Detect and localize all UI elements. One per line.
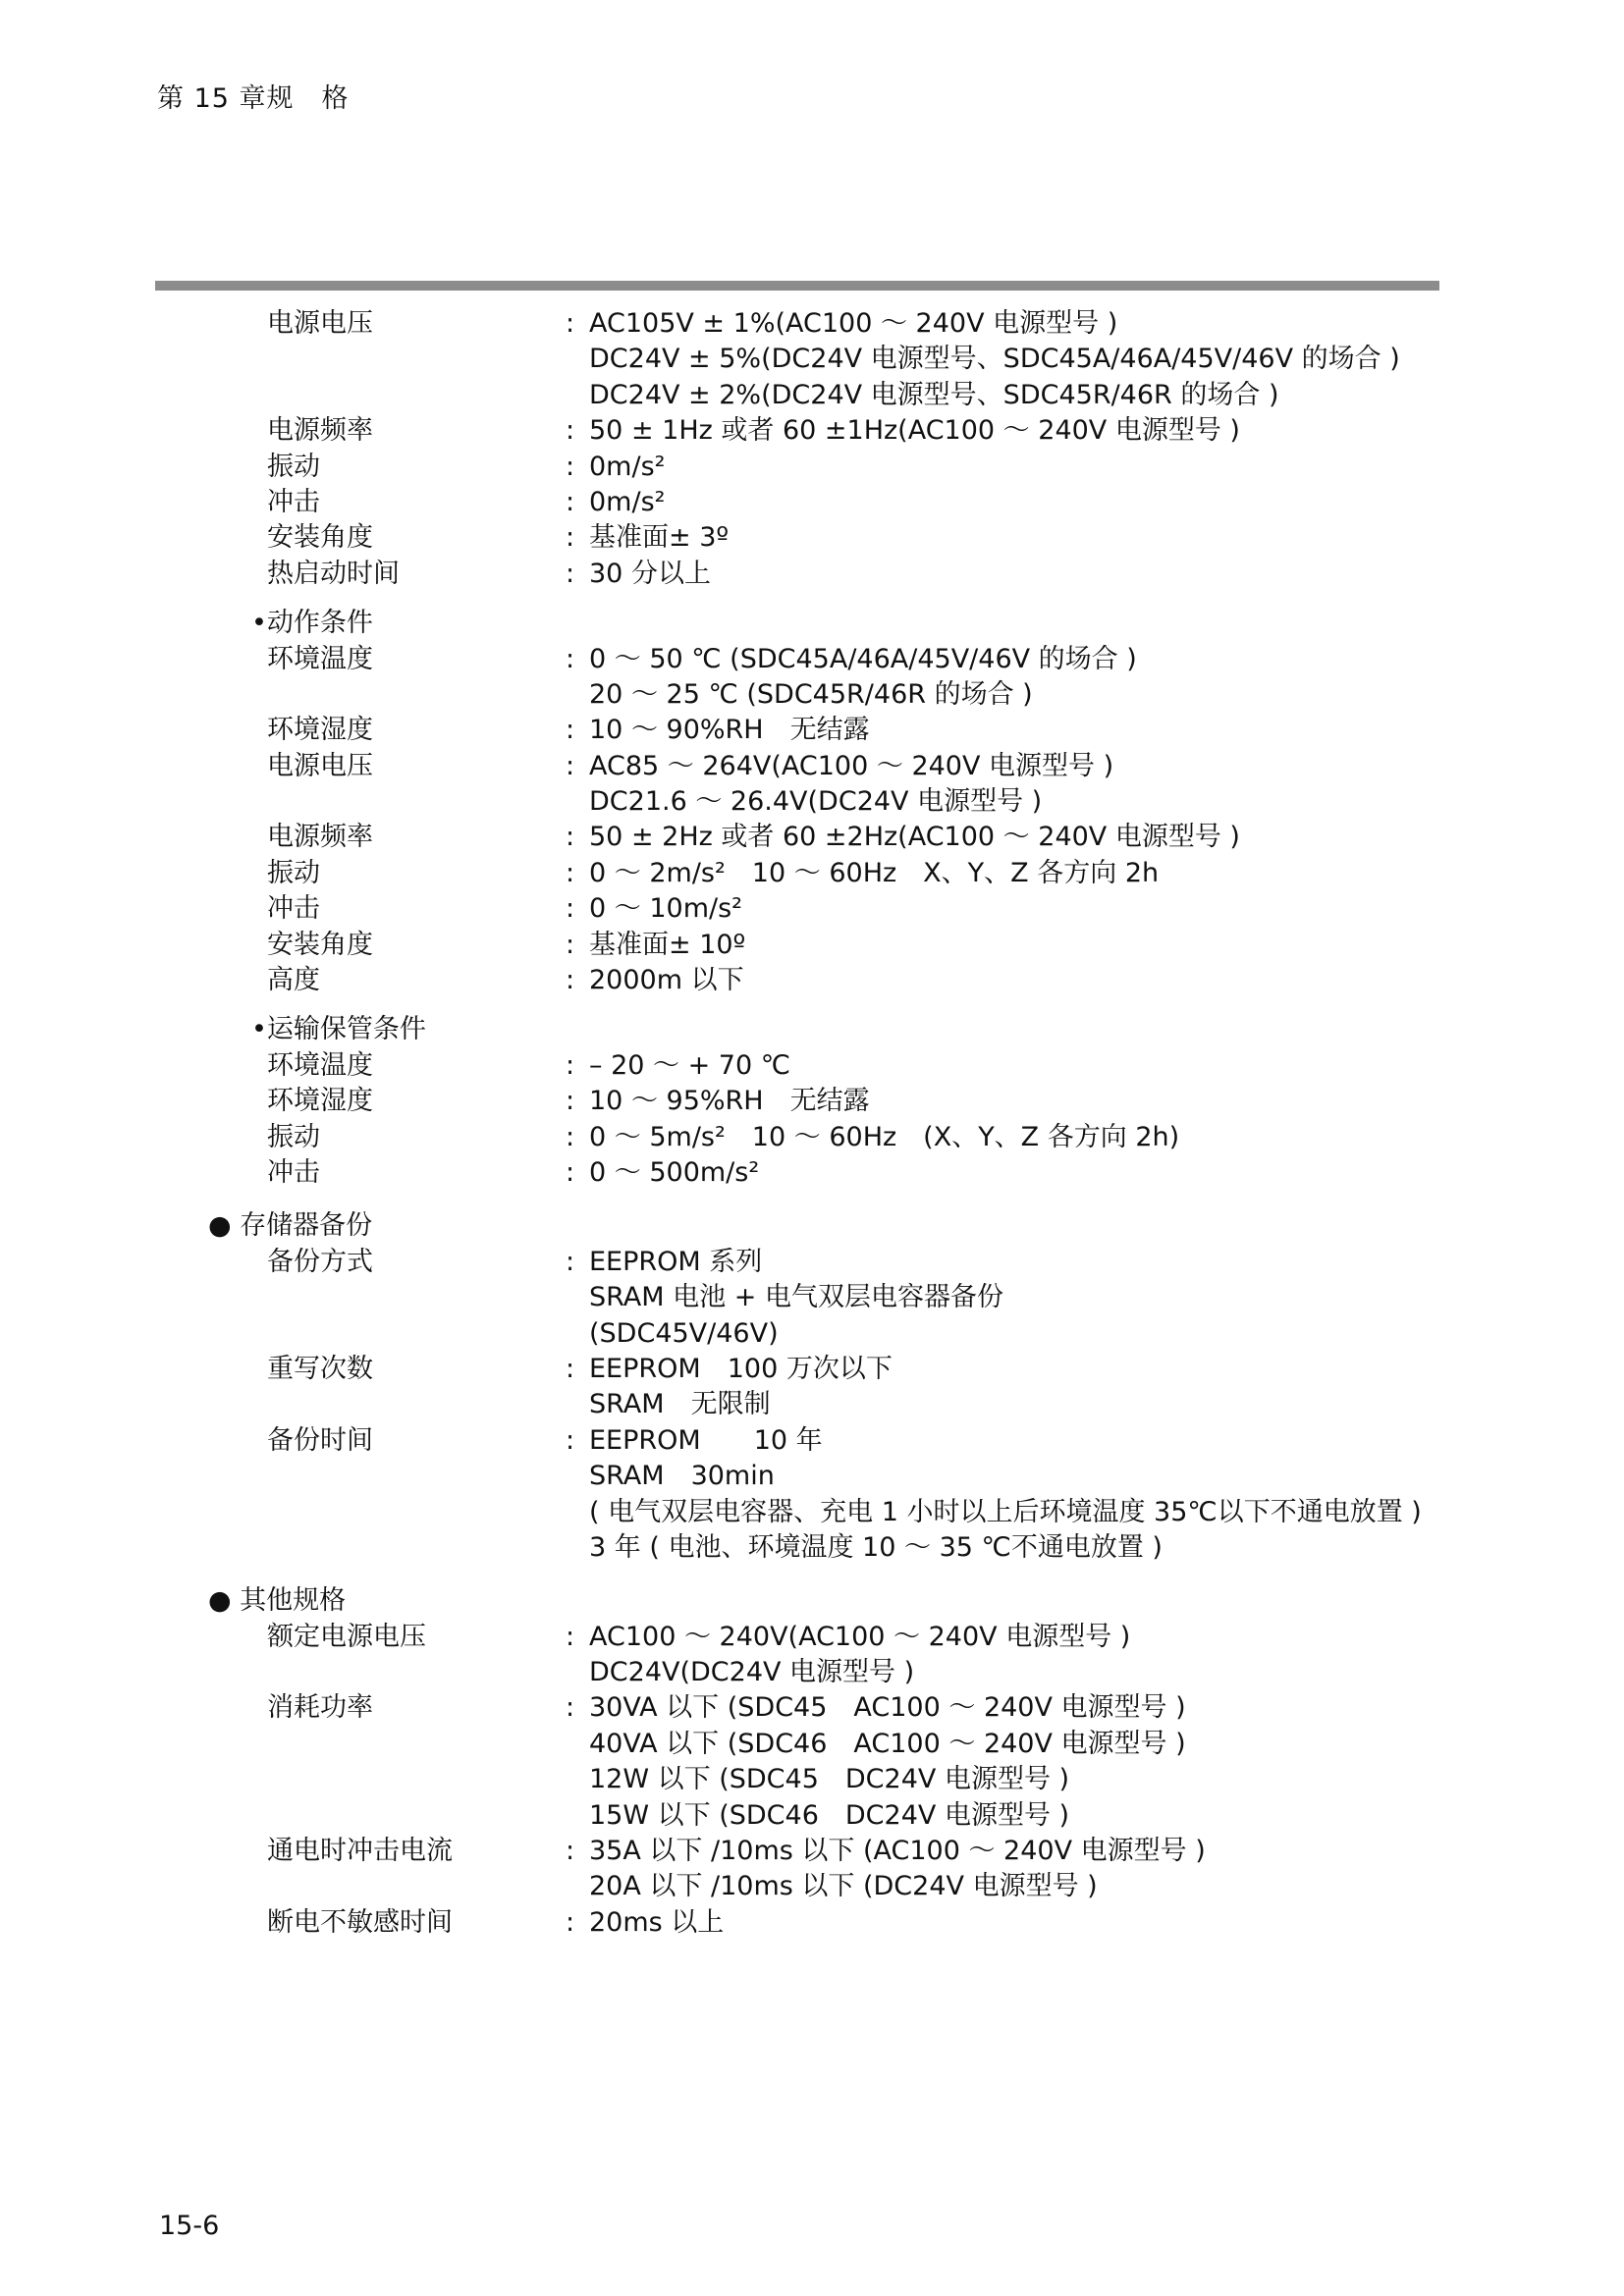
spec-group-other: ● 其他规格 额定电源电压 : AC100 ～ 240V(AC100 ～ 240V 电源型号 ) DC24V(DC24V 电源型号 ) 消耗功率 : 30VA 以下 (SDC45 AC100 ～ 240V 电源型号 ) 40VA 以下 (SDC46 AC100 ～ 240V 电源型号 ) 12W 以下 (SDC45 DC24V 电源型号 ) 15W 以下 (SDC46 DC24V 电源型号 ) 通电时冲击电流 : 35A 以下 /10ms 以下 (AC100 ～ 240V 电源型号 ) 20A 以下 /10ms 以下 (DC24V 电源型号 ) 断电不敏感时间 : 20ms 以上 xyxy=(0,1583,1624,1941)
spec-value: 0m/s² xyxy=(589,486,666,517)
section-rule xyxy=(155,281,1439,291)
spec-value: 10 ～ 95%RH 无结露 xyxy=(589,1086,870,1117)
spec-label: 环境温度 xyxy=(267,643,373,674)
spec-value: AC100 ～ 240V(AC100 ～ 240V 电源型号 ) xyxy=(589,1621,1131,1652)
spec-value: 50 ± 2Hz 或者 60 ±2Hz(AC100 ～ 240V 电源型号 ) xyxy=(589,822,1240,853)
spec-label: 消耗功率 xyxy=(267,1692,373,1724)
spec-value: SRAM 30min xyxy=(589,1461,775,1492)
spec-value: 15W 以下 (SDC46 DC24V 电源型号 ) xyxy=(589,1799,1070,1831)
spec-value: 0 ～ 5m/s² 10 ～ 60Hz (X、Y、Z 各方向 2h) xyxy=(589,1121,1180,1152)
spec-value: 20ms 以上 xyxy=(589,1906,725,1938)
spec-value: 12W 以下 (SDC45 DC24V 电源型号 ) xyxy=(589,1764,1070,1795)
spec-value: ( 电气双层电容器、充电 1 小时以上后环境温度 35℃以下不通电放置 ) xyxy=(589,1496,1422,1527)
spec-label: 振动 xyxy=(267,1121,320,1152)
spec-label: 热启动时间 xyxy=(267,558,400,589)
spec-value: DC21.6 ～ 26.4V(DC24V 电源型号 ) xyxy=(589,786,1043,818)
spec-label: 额定电源电压 xyxy=(267,1621,426,1652)
spec-value: 基准面± 3º xyxy=(589,522,730,554)
spec-value: (SDC45V/46V) xyxy=(589,1317,779,1349)
spec-group-memory: ● 存储器备份 备份方式 : EEPROM 系列 SRAM 电池 + 电气双层电容器备份 (SDC45V/46V) 重写次数 : EEPROM 100 万次以下 SRAM 无限制 备份时间 : EEPROM 10 年 SRAM 30min ( 电气双层电容器、充电 1 小时以上后环境温度 35℃以下不通电放置 ) 3 年 ( 电池、环境温度 10 ～ 35 ℃不通电放置 ) xyxy=(0,1208,1624,1566)
spec-label: 冲击 xyxy=(267,893,320,925)
spec-group-transport: •运输保管条件 环境温度 : – 20 ～ + 70 ℃ 环境湿度 : 10 ～ 95%RH 无结露 振动 : 0 ～ 5m/s² 10 ～ 60Hz (X、Y、Z 各方向 2h) 冲击 : 0 ～ 500m/s² xyxy=(0,1012,1624,1191)
page-number: 15-6 xyxy=(159,2211,220,2241)
spec-label: 电源频率 xyxy=(267,822,373,853)
spec-value: 2000m 以下 xyxy=(589,965,744,996)
spec-value: 20 ～ 25 ℃ (SDC45R/46R 的场合 ) xyxy=(589,678,1033,710)
spec-value: 10 ～ 90%RH 无结露 xyxy=(589,715,870,746)
spec-value: SRAM 电池 + 电气双层电容器备份 xyxy=(589,1282,1003,1313)
spec-group-operating: •动作条件 环境温度 : 0 ～ 50 ℃ (SDC45A/46A/45V/46V 的场合 ) 20 ～ 25 ℃ (SDC45R/46R 的场合 ) 环境湿度 : 10 ～ 90%RH 无结露 电源电压 : AC85 ～ 264V(AC100 ～ 240V 电源型号 ) DC21.6 ～ 26.4V(DC24V 电源型号 ) 电源频率 : 50 ± 2Hz 或者 60 ±2Hz(AC100 ～ 240V 电源型号 ) 振动 : 0 ～ 2m/s² 10 ～ 60Hz X、Y、Z 各方向 2h 冲击 : 0 ～ 10m/s² 安装角度 : 基准面± 10º 高度 : 2000m 以下 xyxy=(0,606,1624,998)
spec-value: 基准面± 10º xyxy=(589,929,746,960)
subsection-heading: •动作条件 xyxy=(251,608,373,639)
spec-content xyxy=(0,306,1624,1941)
spec-label: 振动 xyxy=(267,451,320,482)
spec-value: 40VA 以下 (SDC46 AC100 ～ 240V 电源型号 ) xyxy=(589,1728,1186,1759)
spec-label: 通电时冲击电流 xyxy=(267,1836,453,1867)
spec-label: 安装角度 xyxy=(267,929,373,960)
spec-value: 3 年 ( 电池、环境温度 10 ～ 35 ℃不通电放置 ) xyxy=(589,1531,1163,1563)
spec-label: 备份时间 xyxy=(267,1424,373,1456)
spec-label: 冲击 xyxy=(267,1156,320,1188)
spec-label: 高度 xyxy=(267,965,320,996)
spec-value: 50 ± 1Hz 或者 60 ±1Hz(AC100 ～ 240V 电源型号 ) xyxy=(589,415,1240,447)
spec-value: 0 ～ 2m/s² 10 ～ 60Hz X、Y、Z 各方向 2h xyxy=(589,857,1160,888)
spec-value: 30VA 以下 (SDC45 AC100 ～ 240V 电源型号 ) xyxy=(589,1692,1186,1724)
spec-label: 电源频率 xyxy=(267,415,373,447)
spec-value: EEPROM 系列 xyxy=(589,1246,763,1277)
spec-label: 安装角度 xyxy=(267,522,373,554)
spec-value: 0 ～ 500m/s² xyxy=(589,1156,760,1188)
spec-label: 电源电压 xyxy=(267,308,373,339)
spec-value: 0m/s² xyxy=(589,451,666,482)
spec-value: DC24V(DC24V 电源型号 ) xyxy=(589,1657,915,1688)
spec-value: EEPROM 100 万次以下 xyxy=(589,1353,893,1384)
spec-value: SRAM 无限制 xyxy=(589,1389,771,1420)
spec-value: DC24V ± 5%(DC24V 电源型号、SDC45A/46A/45V/46V 的场合 ) xyxy=(589,344,1400,375)
spec-group-basic: 电源电压 : AC105V ± 1%(AC100 ～ 240V 电源型号 ) DC24V ± 5%(DC24V 电源型号、SDC45A/46A/45V/46V 的场合 ) DC24V ± 2%(DC24V 电源型号、SDC45R/46R 的场合 ) 电源频率 : 50 ± 1Hz 或者 60 ±1Hz(AC100 ～ 240V 电源型号 ) 振动 : 0m/s² 冲击 : 0m/s² 安装角度 : 基准面± 3º 热启动时间 : 30 分以上 xyxy=(0,306,1624,592)
spec-label: 断电不敏感时间 xyxy=(267,1906,453,1938)
spec-label: 环境湿度 xyxy=(267,715,373,746)
spec-label: 备份方式 xyxy=(267,1246,373,1277)
spec-label: 重写次数 xyxy=(267,1353,373,1384)
spec-label: 电源电压 xyxy=(267,750,373,781)
spec-label: 冲击 xyxy=(267,486,320,517)
spec-value: 30 分以上 xyxy=(589,558,711,589)
spec-value: – 20 ～ + 70 ℃ xyxy=(589,1049,791,1081)
spec-label: 环境湿度 xyxy=(267,1086,373,1117)
subsection-heading: •运输保管条件 xyxy=(251,1014,426,1045)
spec-value: AC85 ～ 264V(AC100 ～ 240V 电源型号 ) xyxy=(589,750,1114,781)
spec-value: 35A 以下 /10ms 以下 (AC100 ～ 240V 电源型号 ) xyxy=(589,1836,1206,1867)
spec-label: 环境温度 xyxy=(267,1049,373,1081)
chapter-header: 第 15 章规 格 xyxy=(157,83,350,114)
spec-value: AC105V ± 1%(AC100 ～ 240V 电源型号 ) xyxy=(589,308,1118,339)
spec-label: 振动 xyxy=(267,857,320,888)
spec-value: 0 ～ 50 ℃ (SDC45A/46A/45V/46V 的场合 ) xyxy=(589,643,1137,674)
spec-value: 20A 以下 /10ms 以下 (DC24V 电源型号 ) xyxy=(589,1871,1098,1902)
spec-value: EEPROM 10 年 xyxy=(589,1424,823,1456)
section-heading: ● 存储器备份 xyxy=(208,1210,373,1242)
section-heading: ● 其他规格 xyxy=(208,1585,347,1617)
spec-value: DC24V ± 2%(DC24V 电源型号、SDC45R/46R 的场合 ) xyxy=(589,379,1279,410)
spec-value: 0 ～ 10m/s² xyxy=(589,893,742,925)
